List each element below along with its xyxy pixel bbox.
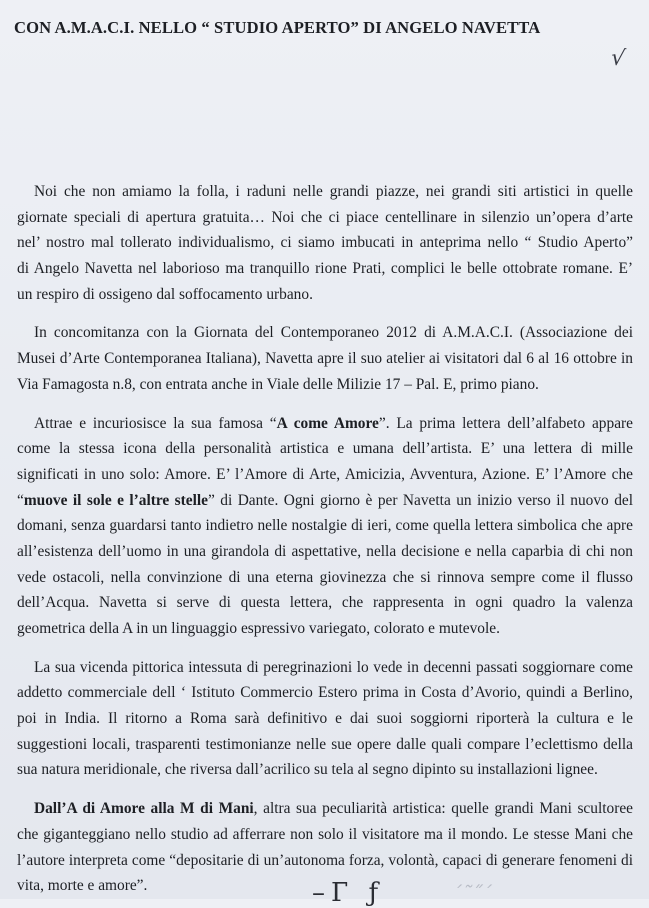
text-line: all’esistenza dell’uomo in una girandola di aspettative, nella decisione e nella caparbia di chi non: [17, 542, 633, 560]
paragraph: [17, 411, 633, 642]
text-span: “: [17, 491, 24, 509]
text-line: vede ostacoli, nella convinzione di una eterna giovinezza che si rinnova sempre come il flusso: [17, 568, 633, 586]
document-body: [17, 179, 633, 899]
text-span: , altra sua peculiarità artistica: quelle grandi Mani scultoree: [253, 800, 633, 818]
paragraph-gap: [17, 307, 633, 320]
bold-phrase: Dall’A di Amore alla M di Mani: [34, 800, 254, 818]
handwritten-scribble-faint: ´˜˝´: [452, 881, 492, 905]
text-line: dell’Acqua. Navetta si serve di questa lettera, che rappresenta in ogni quadro la valenza: [17, 594, 633, 612]
text-line: Via Famagosta n.8, con entrata anche in Viale delle Milizie 17 – Pal. E, primo piano.: [17, 375, 539, 393]
bold-phrase: A come Amore: [276, 414, 379, 432]
text-line: suggestioni locali, trasparenti testimonianze nelle sue opere dalle quali compare l’eclettismo della: [17, 735, 633, 753]
text-line: che giganteggiano nello studio ad afferrare non solo il visitatore ma il mondo. Le stesse Mani che: [17, 825, 633, 843]
text-line: un respiro di ossigeno dal soffocamento urbano.: [17, 285, 313, 303]
text-span: Attrae e incuriosisce la sua famosa “: [34, 414, 277, 432]
paragraph-gap: [17, 642, 633, 655]
paragraph-gap: [17, 398, 633, 411]
text-line: vita, morte e amore”.: [17, 877, 148, 895]
paragraph-gap: [17, 783, 633, 796]
text-span: ” di Dante. Ogni giorno è per Navetta un inizio verso il nuovo del: [208, 491, 633, 509]
text-line: domani, senza guardarsi tanto indietro nelle nostalgie di ieri, come quella lettera simbolica che apre: [17, 517, 633, 535]
paragraph: [17, 179, 633, 307]
text-line: La sua vicenda pittorica intessuta di peregrinazioni lo vede in decenni passati soggiornare come: [34, 658, 633, 676]
text-line: [17, 796, 633, 822]
handwritten-scribble: –Г ƒ: [312, 878, 385, 908]
text-line: geometrica della A in un linguaggio espressivo variegato, colorato e mutevole.: [17, 620, 500, 637]
text-span: ”. La prima lettera dell’alfabeto appare: [378, 414, 633, 432]
text-line: di Angelo Navetta nel laborioso ma tranquillo rione Prati, complici le belle ottobrate romane. E’: [17, 260, 633, 278]
document-title: CON A.M.A.C.I. NELLO “ STUDIO APERTO” DI ANGELO NAVETTA: [14, 18, 541, 37]
text-line: significati in uno solo: Amore. E’ l’Amore di Arte, Amicizia, Avventura, Azione. E’ l’Amore che: [17, 465, 633, 483]
bold-phrase: muove il sole e l’altre stelle: [23, 491, 209, 509]
text-line: [17, 411, 633, 437]
text-line: Musei d’Arte Contemporanea Italiana), Navetta apre il suo atelier ai visitatori dal 6 al 16 ottobre in: [17, 350, 633, 368]
text-line: Noi che non amiamo la folla, i raduni nelle grandi piazze, nei grandi siti artistici in quelle: [34, 183, 633, 200]
paragraph: [17, 655, 633, 783]
text-line: poi in India. Il ritorno a Roma sarà definitivo e dai suoi soggiorni riporterà la cultura e le: [17, 710, 633, 728]
text-line: come la stessa icona della personalità artistica e umana dell’artista. E’ una lettera di mille: [17, 440, 633, 458]
paragraph: [17, 320, 633, 397]
handwritten-check-mark-icon: √: [609, 45, 627, 72]
text-line: addetto commerciale dell ‘ Istituto Commercio Estero prima in Costa d’Avorio, quindi a Berlino,: [17, 684, 633, 702]
text-line: l’autore interpreta come “depositarie di un’autonoma forza, volontà, capaci di generare fenomeni di: [17, 851, 633, 869]
text-line: sua natura meridionale, che riversa dall’acrilico su tela al segno dipinto su installazioni lignee.: [17, 761, 598, 779]
text-line: In concomitanza con la Giornata del Contemporaneo 2012 di A.M.A.C.I. (Associazione dei: [34, 324, 633, 342]
text-line: giornate speciali di apertura gratuita… Noi che ci piace centellinare in silenzio un’opera d’arte: [17, 208, 633, 226]
text-line: nel’ nostro mal tollerato individualismo, ci siamo imbucati in anteprima nello “ Studio Aperto”: [17, 234, 633, 252]
text-line: [17, 488, 633, 514]
